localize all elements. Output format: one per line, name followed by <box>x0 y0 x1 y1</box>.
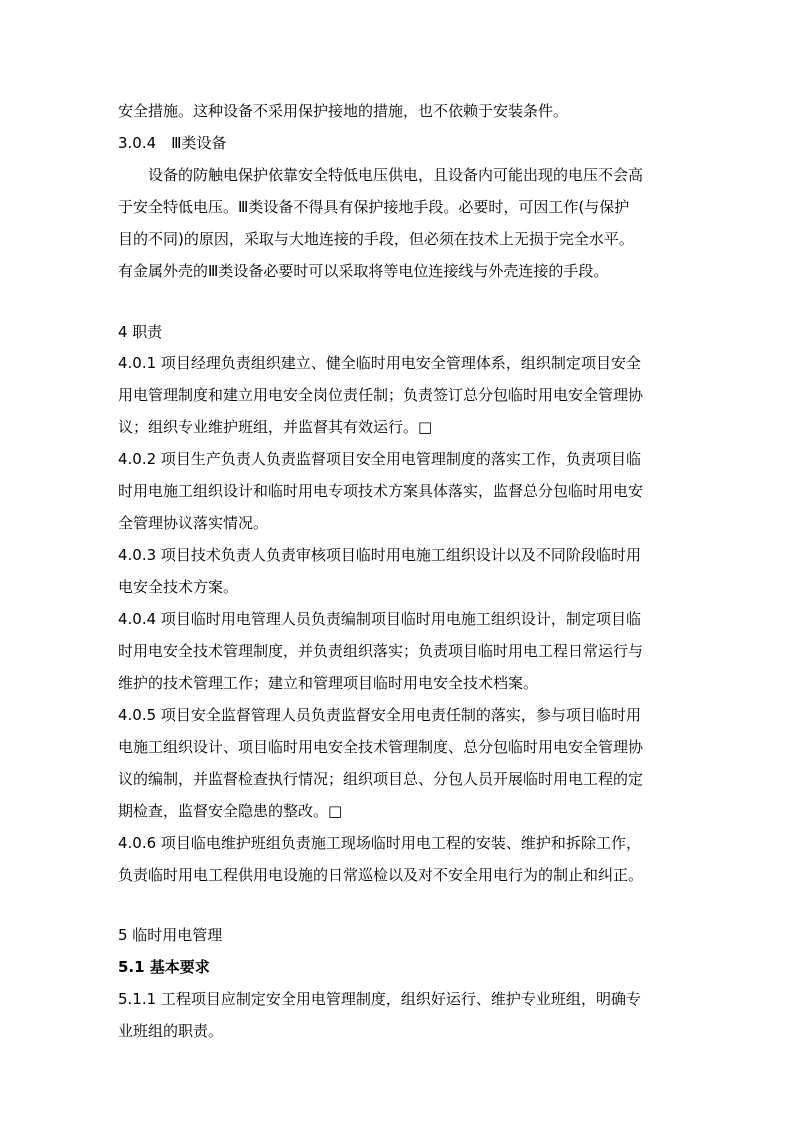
text-line: 负责临时用电工程供用电设施的日常巡检以及对不安全用电行为的制止和纠正。 <box>118 866 644 884</box>
text-line: 4.0.1 项目经理负责组织建立、健全临时用电安全管理体系，组织制定项目安全 <box>118 354 641 372</box>
text-line: 安全措施。这种设备不采用保护接地的措施，也不依赖于安装条件。 <box>118 102 569 120</box>
section-heading-3-0-4: 3.0.4 Ⅲ类设备 <box>118 134 227 152</box>
text-line: 全管理协议落实情况。 <box>118 514 269 532</box>
subsection-heading-5-1: 5.1 基本要求 <box>118 958 210 976</box>
text-line: 4.0.4 项目临时用电管理人员负责编制项目临时用电施工组织设计，制定项目临 <box>118 610 641 628</box>
text-line: 议的编制，并监督检查执行情况；组织项目总、分包人员开展临时用电工程的定 <box>118 770 644 788</box>
text-line: 于安全特低电压。Ⅲ类设备不得具有保护接地手段。必要时，可因工作(与保护 <box>118 198 630 216</box>
text-line: 4.0.3 项目技术负责人负责审核项目临时用电施工组织设计以及不同阶段临时用 <box>118 546 641 564</box>
text-line: 时用电安全技术管理制度，并负责组织落实；负责项目临时用电工程日常运行与 <box>118 642 644 660</box>
text-line: 用电管理制度和建立用电安全岗位责任制；负责签订总分包临时用电安全管理协 <box>118 386 644 404</box>
text-line: 期检查，监督安全隐患的整改。□ <box>118 802 343 820</box>
text-line: 议；组织专业维护班组，并监督其有效运行。□ <box>118 418 433 436</box>
text-line: 维护的技术管理工作；建立和管理项目临时用电安全技术档案。 <box>118 674 539 692</box>
text-line: 有金属外壳的Ⅲ类设备必要时可以采取将等电位连接线与外壳连接的手段。 <box>118 262 609 280</box>
text-line: 设备的防触电保护依靠安全特低电压供电，且设备内可能出现的电压不会高 <box>148 166 644 184</box>
text-line: 5.1.1 工程项目应制定安全用电管理制度，组织好运行、维护专业班组，明确专 <box>118 990 641 1008</box>
text-line: 业班组的职责。 <box>118 1022 224 1040</box>
text-line: 时用电施工组织设计和临时用电专项技术方案具体落实，监督总分包临时用电安 <box>118 482 644 500</box>
text-line: 目的不同)的原因，采取与大地连接的手段，但必须在技术上无损于完全水平。 <box>118 230 634 248</box>
text-line: 4.0.2 项目生产负责人负责监督项目安全用电管理制度的落实工作，负责项目临 <box>118 450 641 468</box>
section-heading-5: 5 临时用电管理 <box>118 926 223 944</box>
text-line: 4.0.6 项目临电维护班组负责施工现场临时用电工程的安装、维护和拆除工作， <box>118 834 641 852</box>
text-line: 4.0.5 项目安全监督管理人员负责监督安全用电责任制的落实，参与项目临时用 <box>118 706 641 724</box>
text-line: 电安全技术方案。 <box>118 578 239 596</box>
text-line: 电施工组织设计、项目临时用电安全技术管理制度、总分包临时用电安全管理协 <box>118 738 644 756</box>
section-heading-4: 4 职责 <box>118 323 163 341</box>
